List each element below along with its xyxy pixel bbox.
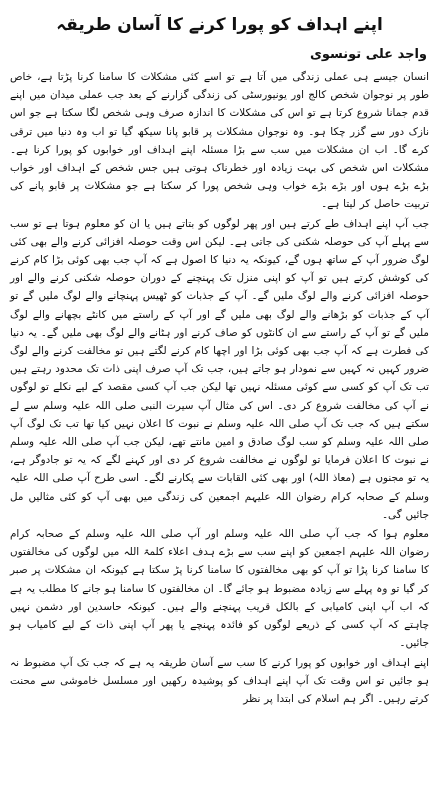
article-title: اپنے اہداف کو پورا کرنے کا آسان طریقہ — [56, 15, 383, 35]
article-paragraph: معلوم ہوا کہ جب آپ صلی اللہ علیہ وسلم اور آپ صلی اللہ علیہ وسلم کے صحابہ کرام رضوان اللہ علیہم اجمعین کو اپنے سب سے بڑے ہدف اعلاء کلمۃ اللہ میں لوگوں کی مخالفتوں کا سامنا کرنا پڑا تو آپ کو بھی مخالفتوں کا سامنا کرنا پڑ سکتا ہے کیونکہ ان مشکلات پر صبر کر گیا تو وہ پہلے سے زیادہ مضبوط ہو جائے گا۔ ان مخالفتوں کا سامنا ہو جانے کا مطلب یہ ہے کہ اب آپ اپنی کامیابی کے بالکل قریب پہنچنے والے ہیں۔ کیونکہ حاسدین اور دشمن نہیں چاہتے کہ آپ کسی کے ذریعے لوگوں کو فائدہ پہنچے یا پھر آپ اپنی ذات کے لیے کامیاب ہو جائیں۔ — [10, 528, 429, 650]
article-body — [8, 68, 431, 708]
article-paragraph: اپنے اہداف اور خوابوں کو پورا کرنے کا سب سے آسان طریقہ یہ ہے کہ جب تک آپ مضبوط نہ ہو جائیں تو اس وقت تک آپ اپنے اہداف کو پوشیدہ رکھیں اور مسلسل خاموشی سے محنت کرتے رہیں۔ اگر ہم اسلام کی ابتدا پر نظر — [10, 656, 429, 705]
article-paragraph: انسان جیسے ہی عملی زندگی میں آتا ہے تو اسے کئی مشکلات کا سامنا کرنا پڑتا ہے، خاص طور پر نوجوان شخص کالج اور یونیورسٹی کی زندگی گزارنے کے بعد جب عملی میدان میں اپنے قدم جمانا شروع کرتا ہے تو اس کی مشکلات کا اندازہ صرف وہی شخص لگا سکتا ہے جو اس نازک دور سے گزر چکا ہو۔ وہ نوجوان مشکلات پر قابو پانا سیکھ گیا تو اب وہ دنیا میں ترقی کرے گا۔ اب ان مشکلات میں سب سے بڑا مسئلہ اپنے اہداف اور خوابوں کو پورا کرنا ہے۔ مشکلات اس شخص کی بہت زیادہ اور خطرناک ہوتی ہیں جس شخص کے اہداف اور خواب بڑے بڑے ہوں اور بڑے بڑے خواب وہی شخص پورا کر سکتا ہے جو مشکلات پر قابو پانے کی تربیت حاصل کر لیتا ہے۔ — [10, 71, 429, 211]
article-author: واجد علی تونسوی — [309, 47, 427, 62]
article-paragraph: جب آپ اپنے اہداف طے کرتے ہیں اور پھر لوگوں کو بتاتے ہیں یا ان کو معلوم ہوتا ہے تو سب سے پہلے آپ کی حوصلہ شکنی کی جاتی ہے۔ لیکن اس وقت حوصلہ افزائی کرنے والے بھی کئی لوگ ضرور آپ کے ساتھ ہوں گے، کیونکہ یہ دنیا کا اصول ہے کہ آپ جب بھی کوئی بڑا کام کرنے کی کوشش کرتے ہیں تو آپ کو اپنی منزل تک پہنچنے کے دوران حوصلہ شکنی کرنے والے اور حوصلہ افزائی کرنے والے لوگ ملیں گے۔ آپ کے جذبات کو ٹھیس پہنچانے والے لوگ ملیں گے تو آپ کے جذبات کو بڑھانے والے لوگ بھی ملیں گے اور آپ کے راستے میں کانٹے بچھانے والے لوگ ملیں گے تو آپ کے راستے سے ان کانٹوں کو صاف کرنے اور ہٹانے والے لوگ بھی ملیں گے۔ یہ دنیا کی فطرت ہے کہ آپ جب بھی کوئی بڑا اور اچھا کام کرنے لگتے ہیں تو مخالفت کرنے والے لوگ ضرور کہیں نہ کہیں سے نمودار ہو جاتے ہیں، جب تک آپ صرف اپنی ذات تک محدود رہتے ہیں تب تک آپ کو کسی سے کوئی مسئلہ نہیں تھا لیکن جب آپ کسی مقصد کے لیے نکلے تو لوگوں نے آپ کی مخالفت شروع کر دی۔ اس کی مثال آپ سیرت النبی صلی اللہ علیہ وسلم سے لے سکتے ہیں کہ جب تک آپ صلی اللہ علیہ وسلم نے نبوت کا اعلان نہیں کیا تھا تب تک لوگ آپ صلی اللہ علیہ وسلم کو سب لوگ صادق و امین مانتے تھے، لیکن جب آپ صلی اللہ علیہ وسلم نے نبوت کا اعلان فرمایا تو لوگوں نے مخالفت شروع کر دی اور کہنے لگے کہ یہ تو جادوگر ہے، یہ تو مجنوں ہے (معاذ اللہ) اور بھی کئی القابات سے پکارنے لگے۔ اسی طرح آپ صلی اللہ علیہ وسلم کے صحابہ کرام رضوان اللہ علیہم اجمعین کی زندگی میں بھی آپ کو کئی مثالیں مل جائیں گی۔ — [10, 217, 429, 521]
